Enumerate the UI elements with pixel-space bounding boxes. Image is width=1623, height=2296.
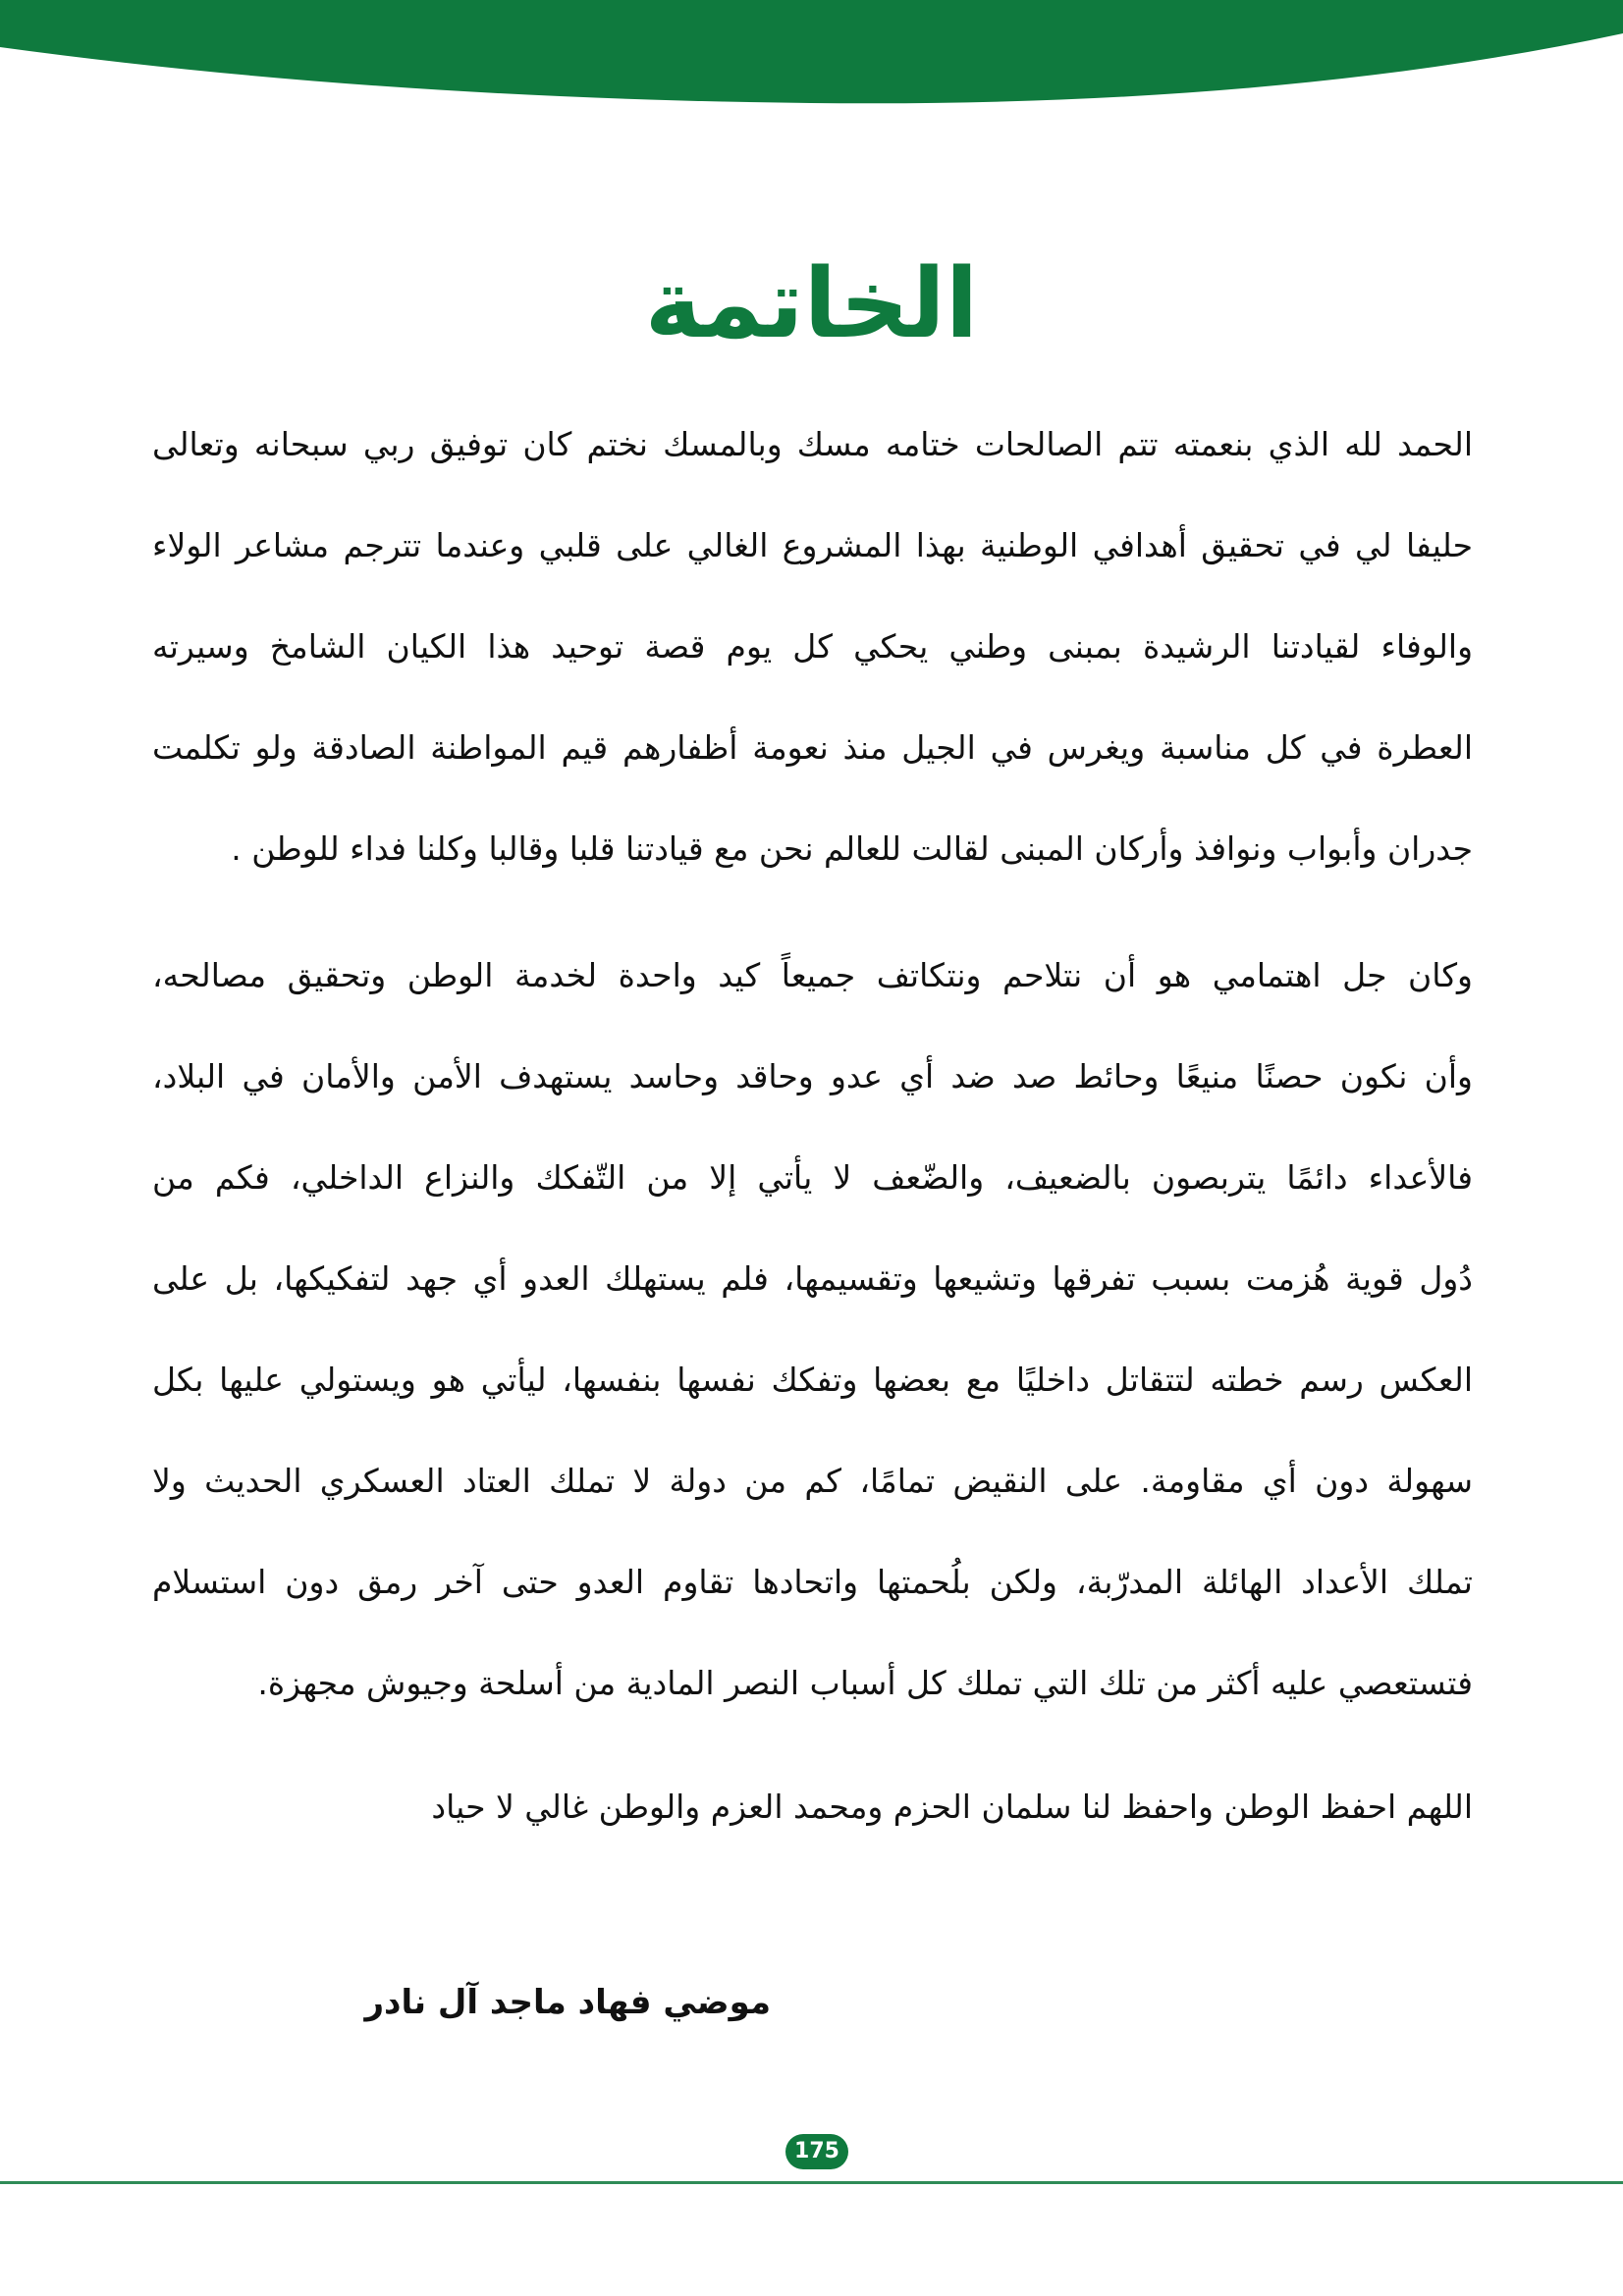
text-line: والوفاء لقيادتنا الرشيدة بمبنى وطني يحكي كل يوم قصة توحيد هذا الكيان الشامخ وسيرته	[152, 627, 1473, 666]
page-number-badge: 175	[785, 2134, 848, 2169]
text-line: فتستعصي عليه أكثر من تلك التي تملك كل أسباب النصر المادية من أسلحة وجيوش مجهزة.	[257, 1664, 1473, 1702]
text-line: دُول قوية هُزمت بسبب تفرقها وتشيعها وتقسيمها، فلم يستهلك العدو أي جهد لتفكيكها، بل على	[152, 1259, 1473, 1298]
top-decorative-band	[0, 0, 1623, 118]
text-line: العطرة في كل مناسبة ويغرس في الجيل منذ نعومة أظفارهم قيم المواطنة الصادقة ولو تكلمت	[152, 728, 1473, 767]
text-line: وكان جل اهتمامي هو أن نتلاحم ونتكاتف جميعاً كيد واحدة لخدمة الوطن وتحقيق مصالحه،	[152, 956, 1473, 994]
text-line: وأن نكون حصنًا منيعًا وحائط صد ضد أي عدو وحاقد وحاسد يستهدف الأمن والأمان في البلاد،	[152, 1057, 1473, 1095]
text-line: تملك الأعداد الهائلة المدرّبة، ولكن بلُحمتها واتحادها تقاوم العدو حتى آخر رمق دون استسلام	[152, 1563, 1473, 1601]
text-line: فالأعداء دائمًا يتربصون بالضعيف، والضّعف لا يأتي إلا من التّفكك والنزاع الداخلي، فكم من	[152, 1158, 1473, 1197]
text-line: الحمد لله الذي بنعمته تتم الصالحات ختامه مسك وبالمسك نختم كان توفيق ربي سبحانه وتعالى	[152, 425, 1473, 463]
paragraph-intro	[152, 394, 1473, 899]
closing-prayer: اللهم احفظ الوطن واحفظ لنا سلمان الحزم ومحمد العزم والوطن غالي لا حياد	[431, 1788, 1473, 1826]
page-title: الخاتمة	[644, 248, 979, 360]
author-signature: موضي فهاد ماجد آل نادر	[364, 1983, 771, 2022]
footer-divider	[0, 2181, 1623, 2184]
paragraph-unity	[152, 925, 1473, 1734]
text-line: حليفا لي في تحقيق أهدافي الوطنية بهذا المشروع الغالي على قلبي وعندما تترجم مشاعر الولاء	[152, 526, 1473, 564]
text-line: جدران وأبواب ونوافذ وأركان المبنى لقالت للعالم نحن مع قيادتنا قلبا وقالبا وكلنا فداء للوطن .	[231, 829, 1473, 868]
text-line: سهولة دون أي مقاومة. على النقيض تمامًا، كم من دولة لا تملك العتاد العسكري الحديث ولا	[152, 1462, 1473, 1500]
text-line: العكس رسم خطته لتتقاتل داخليًا مع بعضها وتفكك نفسها بنفسها، ليأتي هو ويستولي عليها بكل	[152, 1361, 1473, 1399]
